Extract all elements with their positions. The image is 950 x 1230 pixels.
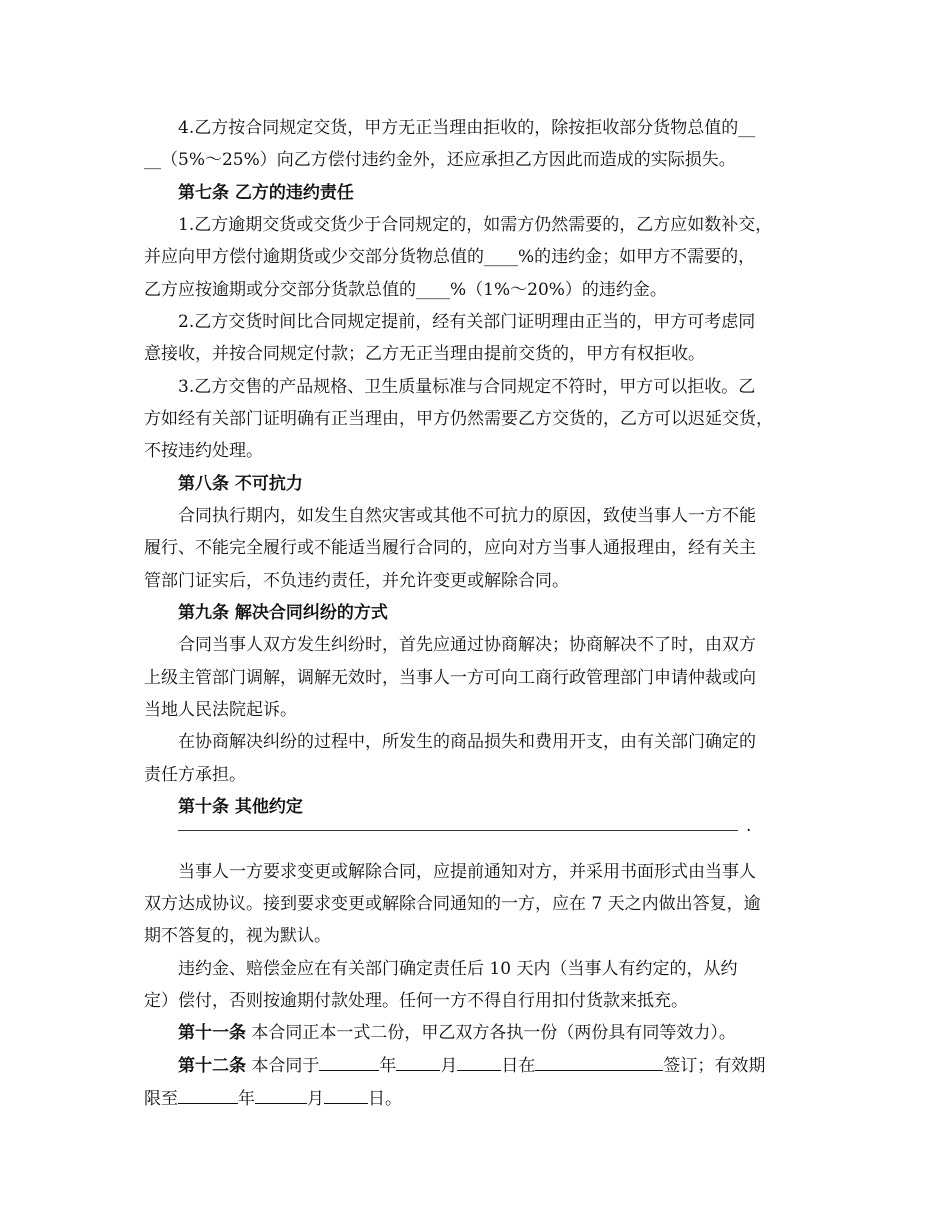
article-9-line-4: 在协商解决纠纷的过程中，所发生的商品损失和费用开支，由有关部门确定的 <box>178 732 756 752</box>
article-12-line-2 <box>144 1087 402 1110</box>
article-8-line-2: 履行、不能完全履行或不能适当履行合同的，应向对方当事人通报理由，经有关主 <box>144 538 756 558</box>
article-9-heading: 第九条 解决合同纠纷的方式 <box>178 603 388 623</box>
blank-line-end-dot: . <box>746 816 752 836</box>
expiry-day-blank[interactable] <box>324 1087 368 1104</box>
article-12-text-1: 本合同于 <box>246 1056 320 1076</box>
article-12-line-2-text-3: 月 <box>307 1089 324 1109</box>
clause-6-4-line-1: 4.乙方按合同规定交货，甲方无正当理由拒收的，除按拒收部分货物总值的__ <box>178 118 756 138</box>
article-12-line-1 <box>178 1054 765 1077</box>
month-blank[interactable] <box>396 1054 440 1071</box>
other-agreement-blank-line <box>178 830 738 831</box>
article-12-text-4: 日在 <box>501 1056 536 1076</box>
article-12-text-5: 签订；有效期 <box>663 1056 766 1076</box>
article-12-lead: 第十二条 <box>178 1056 246 1076</box>
article-10-line-2: 双方达成协议。接到要求变更或解除合同通知的一方，应在 7 天之内做出答复，逾 <box>144 894 761 914</box>
article-9-line-1: 合同当事人双方发生纠纷时，首先应通过协商解决；协商解决不了时，由双方 <box>178 635 756 655</box>
article-12-text-3: 月 <box>440 1056 458 1076</box>
location-blank[interactable] <box>535 1054 663 1071</box>
article-10-heading: 第十条 其他约定 <box>178 797 303 817</box>
article-9-line-5: 责任方承担。 <box>144 765 246 785</box>
clause-7-2-line-2: 意接收，并按合同规定付款；乙方无正当理由提前交货的，甲方有权拒收。 <box>144 344 705 364</box>
article-11-text: 本合同正本一式二份，甲乙双方各执一份（两份具有同等效力）。 <box>246 1023 736 1043</box>
article-12-line-2-text-2: 年 <box>238 1089 255 1109</box>
clause-7-3-line-1: 3.乙方交售的产品规格、卫生质量标准与合同规定不符时，甲方可以拒收。乙 <box>178 377 756 397</box>
article-8-line-3: 管部门证实后，不负违约责任，并允许变更或解除合同。 <box>144 571 569 591</box>
clause-7-1-line-2: 并应向甲方偿付逾期货或少交部分货物总值的____%的违约金；如甲方不需要的， <box>144 247 756 267</box>
article-8-heading: 第八条 不可抗力 <box>178 474 303 494</box>
article-12-line-2-text-4: 日。 <box>368 1089 402 1109</box>
article-8-line-1: 合同执行期内，如发生自然灾害或其他不可抗力的原因，致使当事人一方不能 <box>178 506 756 526</box>
article-10-line-1: 当事人一方要求变更或解除合同，应提前通知对方，并采用书面形式由当事人 <box>178 862 756 882</box>
article-7-heading: 第七条 乙方的违约责任 <box>178 183 354 203</box>
article-12-text-2: 年 <box>379 1056 397 1076</box>
clause-7-1-line-1: 1.乙方逾期交货或交货少于合同规定的，如需方仍然需要的，乙方应如数补交， <box>178 215 773 235</box>
clause-6-4-line-2: __（5%～25%）向乙方偿付违约金外，还应承担乙方因此而造成的实际损失。 <box>144 150 736 170</box>
clause-7-2-line-1: 2.乙方交货时间比合同规定提前，经有关部门证明理由正当的，甲方可考虑同 <box>178 312 756 332</box>
article-12-line-2-text-1: 限至 <box>144 1089 178 1109</box>
article-9-line-2: 上级主管部门调解，调解无效时，当事人一方可向工商行政管理部门申请仲裁或向 <box>144 668 756 688</box>
expiry-year-blank[interactable] <box>178 1087 238 1104</box>
clause-7-1-line-3: 乙方应按逾期或分交部分货款总值的____%（1%～20%）的违约金。 <box>144 280 667 300</box>
year-blank[interactable] <box>319 1054 379 1071</box>
article-9-line-3: 当地人民法院起诉。 <box>144 700 297 720</box>
article-10-line-4: 违约金、赔偿金应在有关部门确定责任后 10 天内（当事人有约定的，从约 <box>178 959 738 979</box>
article-10-line-5: 定）偿付，否则按逾期付款处理。任何一方不得自行用扣付货款来抵充。 <box>144 991 688 1011</box>
clause-7-3-line-3: 不按违约处理。 <box>144 441 263 461</box>
day-blank[interactable] <box>457 1054 501 1071</box>
expiry-month-blank[interactable] <box>255 1087 307 1104</box>
article-10-line-3: 期不答复的，视为默认。 <box>144 926 331 946</box>
article-11 <box>178 1022 736 1044</box>
article-11-lead: 第十一条 <box>178 1023 246 1043</box>
clause-7-3-line-2: 方如经有关部门证明确有正当理由，甲方仍然需要乙方交货的，乙方可以迟延交货， <box>144 409 773 429</box>
